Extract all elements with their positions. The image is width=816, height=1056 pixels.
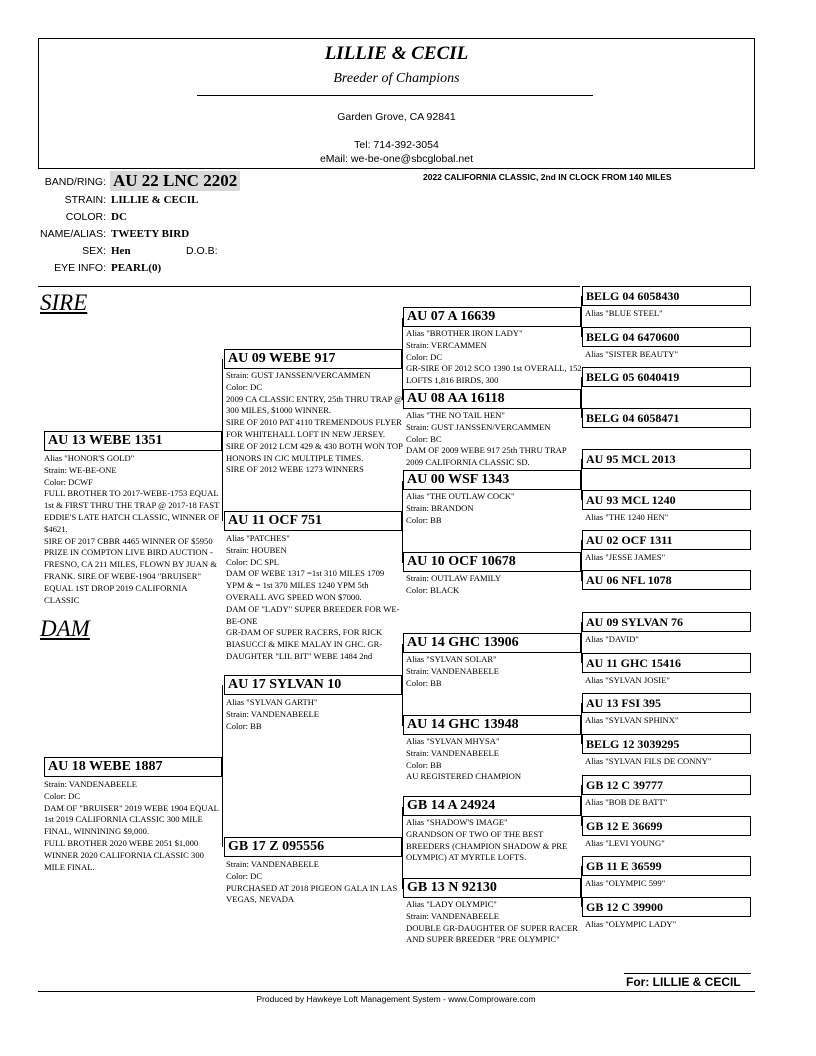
g3-info-8: Alias "LADY OLYMPIC" Strain: VANDENABEELE DOUBLE GR-DAUGHTER OF SUPER RACER AND SUPER BREEDER "PRE OLYMPIC" [406, 899, 578, 945]
g4-box-2: BELG 04 6470600 [582, 327, 751, 347]
header-box [38, 38, 755, 169]
eye-value: PEARL(0) [111, 262, 162, 274]
g3-box-7: GB 14 A 24924 [403, 796, 581, 816]
g3-box-1: AU 07 A 16639 [403, 307, 581, 327]
name-value: TWEETY BIRD [111, 228, 190, 240]
g4-box-15: GB 11 E 36599 [582, 856, 751, 876]
sire-heading: SIRE [40, 290, 88, 315]
name-label: NAME/ALIAS: [40, 228, 106, 240]
eye-label: EYE INFO: [54, 262, 106, 274]
dob-label: D.O.B: [186, 245, 218, 257]
g3-box-3: AU 00 WSF 1343 [403, 470, 581, 490]
connector-dam [222, 685, 223, 847]
g4-alias-11: Alias "SYLVAN SPHINX" [585, 715, 679, 725]
g4-box-3: BELG 05 6040419 [582, 367, 751, 387]
color-value: DC [111, 211, 127, 223]
g3-info-2: Alias "THE NO TAIL HEN" Strain: GUST JANSSEN/VERCAMMEN Color: BC DAM OF 2009 WEBE 917 25th THRU TRAP 2009 CALIFORNIA CLASSIC SD. [406, 410, 567, 468]
sire-band-box: AU 13 WEBE 1351 [44, 431, 222, 451]
dam-info: Strain: VANDENABEELE Color: DC DAM OF "BRUISER" 2019 WEBE 1904 EQUAL 1st 2019 CALIFORNIA CLASSIC 300 MILE FINAL, WINNINING $9,000. FULL BROTHER 2020 WEBE 2051 $1,000 WINNER 2020 CALIFORNIA CLASSIC 300 MILE FINAL. [44, 779, 219, 872]
g4-alias-10: Alias "SYLVAN JOSIE" [585, 675, 670, 685]
g2-info-3: Alias "SYLVAN GARTH" Strain: VANDENABEELE Color: BB [226, 697, 320, 731]
g4-box-1: BELG 04 6058430 [582, 286, 751, 306]
dam-band-box: AU 18 WEBE 1887 [44, 757, 222, 777]
g3-info-6: Alias "SYLVAN MHYSA" Strain: VANDENABEELE Color: BB AU REGISTERED CHAMPION [406, 736, 522, 782]
dam-heading: DAM [40, 616, 90, 641]
g4-alias-15: Alias "OLYMPIC 599" [585, 878, 666, 888]
connector-g2-1 [402, 318, 403, 400]
g3-info-5: Alias "SYLVAN SOLAR" Strain: VANDENABEELE Color: BB [406, 654, 500, 688]
g3-info-3: Alias "THE OUTLAW COCK" Strain: BRANDON Color: BB [406, 491, 515, 525]
g4-box-6: AU 93 MCL 1240 [582, 490, 751, 510]
g2-info-2: Alias "PATCHES" Strain: HOUBEN Color: DC SPL DAM OF WEBE 1317 =1st 310 MILES 1709 YPM & = 1st 370 MILES 1240 YPM 5th OVERALL AVG SPEED WON $7000. DAM OF "LADY" SUPER BREEDER FOR WE-BE-ONE GR-DAM OF SUPER RACERS, FOR RICK BIASUCCI & MIKE MALAY IN GHC. GR-DAUGHTER "LIL BIT" WEBE 1484 2nd [226, 533, 400, 661]
sex-value: Hen [111, 245, 131, 257]
g4-box-11: AU 13 FSI 395 [582, 693, 751, 713]
sex-label: SEX: [82, 245, 106, 257]
g3-box-5: AU 14 GHC 13906 [403, 633, 581, 653]
kennel-name: LILLIE & CECIL [324, 43, 469, 64]
g4-alias-1: Alias "BLUE STEEL" [585, 308, 663, 318]
g4-box-5: AU 95 MCL 2013 [582, 449, 751, 469]
connector-g2-4 [402, 807, 403, 889]
g4-alias-6: Alias "THE 1240 HEN" [585, 512, 669, 522]
band-value: AU 22 LNC 2202 [110, 171, 240, 191]
strain-value: LILLIE & CECIL [111, 194, 199, 206]
header-phone: Tel: 714-392-3054 [354, 139, 439, 151]
produced-by: Produced by Hawkeye Loft Management System - www.Comproware.com [256, 994, 536, 1004]
for-owner: For: LILLIE & CECIL [624, 973, 751, 991]
g4-alias-9: Alias "DAVID" [585, 634, 639, 644]
sire-info: Alias "HONOR'S GOLD" Strain: WE-BE-ONE Color: DCWF FULL BROTHER TO 2017-WEBE-1753 EQUAL 1st & FIRST THRU THE TRAP @ 2017-18 FAST EDDIE'S LATE HATCH CLASSIC, WINNER OF $4621. SIRE OF 2017 CBBR 4465 WINNER OF $5950 PRIZE IN COMPTON LIVE BIRD AUCTION - FRESNO, CA 211 MILES, FLOWN BY JUAN & FRANK. SIRE OF WEBE-1904 "BRUISER" EQUAL 1ST DROP 2019 CALIFORNIA CLASSIC [44, 453, 220, 605]
strain-label: STRAIN: [64, 194, 106, 206]
g3-box-2: AU 08 AA 16118 [403, 389, 581, 409]
g2-box-2: AU 11 OCF 751 [224, 511, 402, 531]
g2-info-4: Strain: VANDENABEELE Color: DC PURCHASED AT 2018 PIGEON GALA IN LAS VEGAS, NEVADA [226, 859, 398, 905]
g3-info-4: Strain: OUTLAW FAMILY Color: BLACK [406, 573, 502, 595]
pedigree-top-rule [38, 286, 580, 287]
g4-box-10: AU 11 GHC 15416 [582, 653, 751, 673]
connector-sire [222, 359, 223, 521]
band-label: BAND/RING: [44, 176, 106, 188]
g4-box-16: GB 12 C 39900 [582, 897, 751, 917]
g4-box-9: AU 09 SYLVAN 76 [582, 612, 751, 632]
race-note: 2022 CALIFORNIA CLASSIC, 2nd IN CLOCK FROM 140 MILES [423, 172, 672, 182]
g4-box-4: BELG 04 6058471 [582, 408, 751, 428]
g2-info-1: Strain: GUST JANSSEN/VERCAMMEN Color: DC 2009 CA CLASSIC ENTRY, 25th THRU TRAP @ 300 MILES, $1000 WINNER. SIRE OF 2010 PAT 4110 TREMENDOUS FLYER FOR WHITEHALL LOFT IN NEW JERSEY. SIRE OF 2012 LCM 429 & 430 BOTH WON TOP HONORS IN CJC MULTIPLE TIMES. SIRE OF 2012 WEBE 1273 WINNERS [226, 370, 403, 475]
g4-alias-16: Alias "OLYMPIC LADY" [585, 919, 677, 929]
g3-box-6: AU 14 GHC 13948 [403, 715, 581, 735]
g4-alias-12: Alias "SYLVAN FILS DE CONNY" [585, 756, 712, 766]
g4-box-13: GB 12 C 39777 [582, 775, 751, 795]
color-label: COLOR: [65, 211, 106, 223]
kennel-tagline: Breeder of Champions [333, 71, 460, 86]
g4-alias-2: Alias "SISTER BEAUTY" [585, 349, 678, 359]
header-divider [197, 95, 593, 96]
connector-g2-3 [402, 644, 403, 726]
g3-info-1: Alias "BROTHER IRON LADY" Strain: VERCAMMEN Color: DC GR-SIRE OF 2012 SCO 1390 1st OVERALL, 152 LOFTS 1,816 BIRDS, 300 [406, 328, 582, 386]
g2-box-4: GB 17 Z 095556 [224, 837, 402, 857]
g4-alias-7: Alias "JESSE JAMES" [585, 552, 666, 562]
footer-rule [38, 991, 755, 992]
g2-box-3: AU 17 SYLVAN 10 [224, 675, 402, 695]
header-city: Garden Grove, CA 92841 [337, 111, 456, 123]
g2-box-1: AU 09 WEBE 917 [224, 349, 402, 369]
g4-alias-13: Alias "BOB DE BATT" [585, 797, 668, 807]
g3-box-8: GB 13 N 92130 [403, 878, 581, 898]
g4-box-14: GB 12 E 36699 [582, 816, 751, 836]
g4-box-12: BELG 12 3039295 [582, 734, 751, 754]
g3-info-7: Alias "SHADOW'S IMAGE" GRANDSON OF TWO OF THE BEST BREEDERS (CHAMPION SHADOW & PRE OLYMPIC) AT MYRTLE LOFTS. [406, 817, 568, 863]
header-email: eMail: we-be-one@sbcglobal.net [319, 153, 474, 165]
g3-box-4: AU 10 OCF 10678 [403, 552, 581, 572]
g4-box-7: AU 02 OCF 1311 [582, 530, 751, 550]
g4-alias-14: Alias "LEVI YOUNG" [585, 838, 665, 848]
g4-box-8: AU 06 NFL 1078 [582, 570, 751, 590]
connector-g2-2 [402, 481, 403, 563]
